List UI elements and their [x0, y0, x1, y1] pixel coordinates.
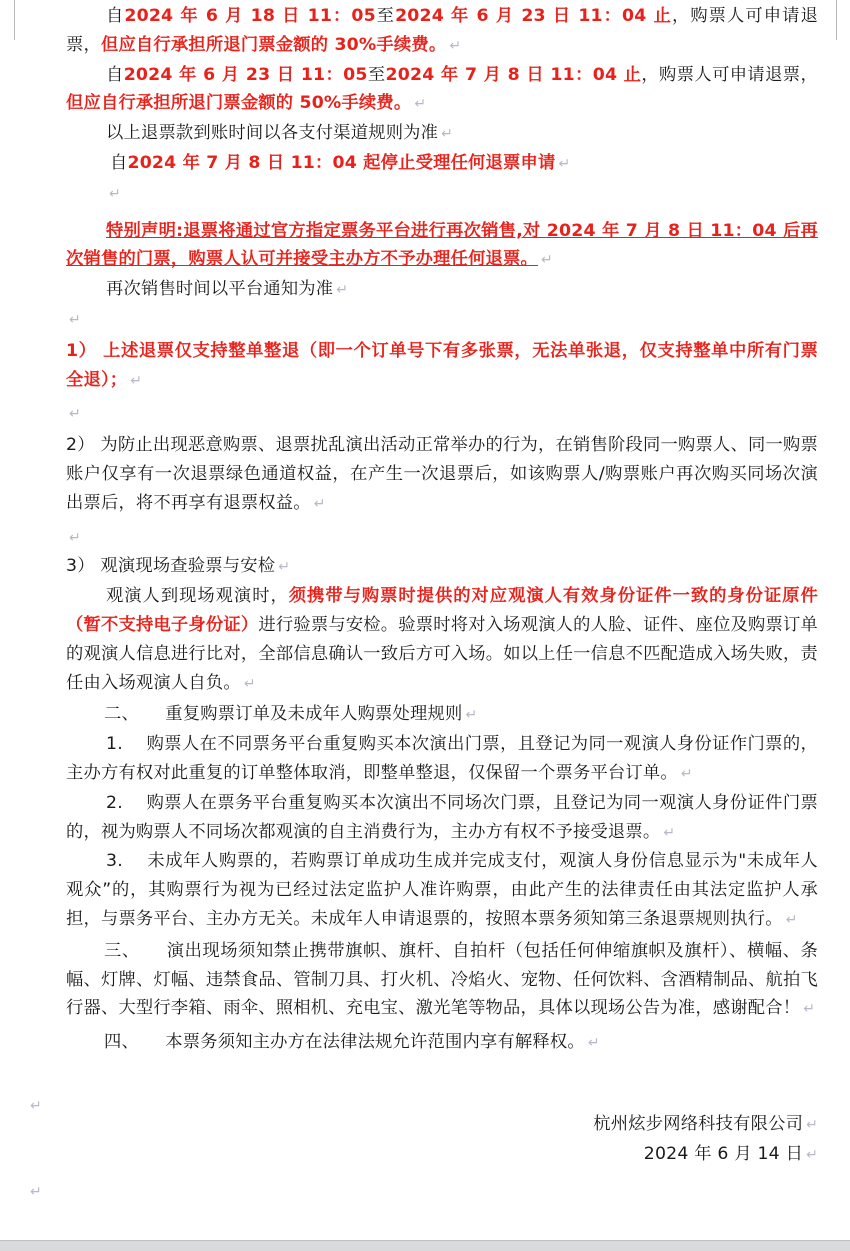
signature-company: 杭州炫步网络科技有限公司 ↵ — [593, 1113, 818, 1134]
signature-date: 2024 年 6 月 14 日 ↵ — [643, 1143, 818, 1164]
paragraph-mark: ↵ — [69, 311, 81, 328]
margin-guide-left — [14, 0, 15, 40]
paragraph-mark: ↵ — [130, 372, 143, 389]
rule-3-title: 3） 观演现场查验票与安检 ↵ — [66, 556, 291, 577]
paragraph-mark: ↵ — [30, 1184, 42, 1200]
paragraph-mark: ↵ — [449, 37, 462, 54]
margin-guide-right — [836, 0, 837, 40]
resale-time-note: 再次销售时间以平台通知为准 ↵ — [106, 279, 349, 300]
paragraph-mark: ↵ — [109, 185, 121, 202]
date-to-0623: 2024 年 6 月 23 日 11：04 止 — [395, 6, 672, 26]
document-body — [66, 2, 818, 1169]
paragraph-mark: ↵ — [680, 765, 693, 782]
paragraph-mark: ↵ — [336, 282, 349, 299]
rule-2-green-channel: 2） 为防止出现恶意购票、退票扰乱演出活动正常举办的行为，在销售阶段同一购票人、同一购票账户仅享有一次退票绿色通道权益，在产生一次退票后，如该购票人/购票账户再次购买同场次演出票后，将不再享有退票权益。 ↵ — [66, 435, 818, 513]
date-to-0708: 2024 年 7 月 8 日 11：04 止 — [385, 64, 642, 85]
section-2-item-3: 3. 未成年人购票的，若购票订单成功生成并完成支付，观演人身份信息显示为"未成年人观众”的，其购票行为视为已经过法定监护人准许购票，由此产生的法律责任由其法定监护人承担，与票务平台、主办方无关。未成年人申请退票的，按照本票务须知第三条退票规则执行。 ↵ — [66, 851, 818, 929]
fee-50-notice: 但应自行承担所退门票金额的 50%手续费。 — [66, 93, 412, 114]
paragraph-mark: ↵ — [558, 155, 571, 172]
stop-refund-date: 2024 年 7 月 8 日 11：04 起停止受理任何退票申请 — [127, 152, 556, 173]
special-notice: 特别声明:退票将通过官方指定票务平台进行再次销售,对 2024 年 7 月 8 日 11：04 后再次销售的门票，购票人认可并接受主办方不予办理任何退票。 — [66, 220, 818, 270]
refund-arrival-note: 以上退票款到账时间以各支付渠道规则为准 ↵ — [106, 123, 454, 144]
date-from-0618: 2024 年 6 月 18 日 11：05 — [124, 6, 376, 26]
section-2-heading: 二、 重复购票订单及未成年人购票处理规则 ↵ — [104, 704, 478, 725]
section-4-interpretation: 四、 本票务须知主办方在法律法规允许范围内享有解释权。 ↵ — [104, 1032, 600, 1053]
paragraph-mark: ↵ — [663, 824, 676, 841]
empty-paragraph — [66, 523, 818, 553]
section-2-item-2: 2. 购票人在票务平台重复购买本次演出不同场次门票，且登记为同一观演人身份证件门票的，视为购票人不同场次都观演的自主消费行为，主办方有权不予接受退票。 ↵ — [66, 792, 818, 842]
spacer — [66, 1058, 818, 1110]
empty-paragraph — [66, 179, 818, 209]
empty-paragraph — [66, 399, 818, 429]
paragraph-mark: ↵ — [803, 1001, 816, 1018]
paragraph-mark: ↵ — [806, 1146, 818, 1163]
stop-refund-paragraph: 自2024 年 7 月 8 日 11：04 起停止受理任何退票申请 ↵ — [110, 152, 571, 173]
special-notice-paragraph — [66, 217, 818, 276]
paragraph-mark: ↵ — [69, 529, 81, 546]
paragraph-mark: ↵ — [541, 252, 553, 269]
page-bottom-edge — [0, 1240, 850, 1251]
rule-1-full-order-refund: 1） 上述退票仅支持整单整退（即一个订单号下有多张票，无法单张退，仅支持整单中所有门票全退）； ↵ — [66, 340, 818, 390]
paragraph-mark: ↵ — [69, 406, 81, 423]
paragraph-mark: ↵ — [785, 911, 798, 928]
empty-paragraph — [66, 305, 818, 335]
paragraph-mark: ↵ — [313, 495, 326, 512]
paragraph-mark: ↵ — [30, 1098, 42, 1114]
paragraph-mark: ↵ — [414, 96, 427, 113]
paragraph-mark: ↵ — [243, 675, 256, 692]
date-from-0623: 2024 年 6 月 23 日 11：05 — [123, 64, 368, 85]
paragraph-mark: ↵ — [465, 707, 478, 724]
paragraph-mark: ↵ — [587, 1035, 600, 1052]
rule-3-body: 观演人到现场观演时，须携带与购票时提供的对应观演人有效身份证件一致的身份证原件（暂不支持电子身份证）进行验票与安检。验票时将对入场观演人的人脸、证件、座位及购票订单的观演人信息进行比对，全部信息确认一致后方可入场。如以上任一信息不匹配造成入场失败，责任由入场观演人自负。 ↵ — [66, 586, 818, 693]
section-2-item-1: 1. 购票人在不同票务平台重复购买本次演出门票，且登记为同一观演人身份证作门票的，主办方有权对此重复的订单整体取消，即整单整退，仅保留一个票务平台订单。 ↵ — [66, 734, 818, 783]
refund-fee-50-paragraph: 自2024 年 6 月 23 日 11：05至2024 年 7 月 8 日 11：04 止，购票人可申请退票，但应自行承担所退门票金额的 50%手续费。 ↵ — [66, 64, 818, 114]
id-card-requirement: 须携带与购票时提供的对应观演人有效身份证件一致的身份证原件（暂不支持电子身份证） — [66, 586, 818, 635]
refund-fee-30-paragraph: 自2024 年 6 月 18 日 11：05至2024 年 6 月 23 日 11：04 止，购票人可申请退票，但应自行承担所退门票金额的 30%手续费。 ↵ — [66, 6, 818, 55]
section-3-prohibited-items: 三、 演出现场须知禁止携带旗帜、旗杆、自拍杆（包括任何伸缩旗帜及旗杆）、横幅、条幅、灯牌、灯幅、违禁食品、管制刀具、打火机、冷焰火、宠物、任何饮料、含酒精制品、航拍飞行器、大型行李箱、雨伞、照相机、充电宝、激光笔等物品，具体以现场公告为准，感谢配合！ ↵ — [66, 940, 818, 1019]
paragraph-mark: ↵ — [806, 1116, 818, 1133]
paragraph-mark: ↵ — [278, 559, 291, 576]
paragraph-mark: ↵ — [441, 126, 454, 143]
fee-30-notice: 但应自行承担所退门票金额的 30%手续费。 — [100, 34, 447, 55]
